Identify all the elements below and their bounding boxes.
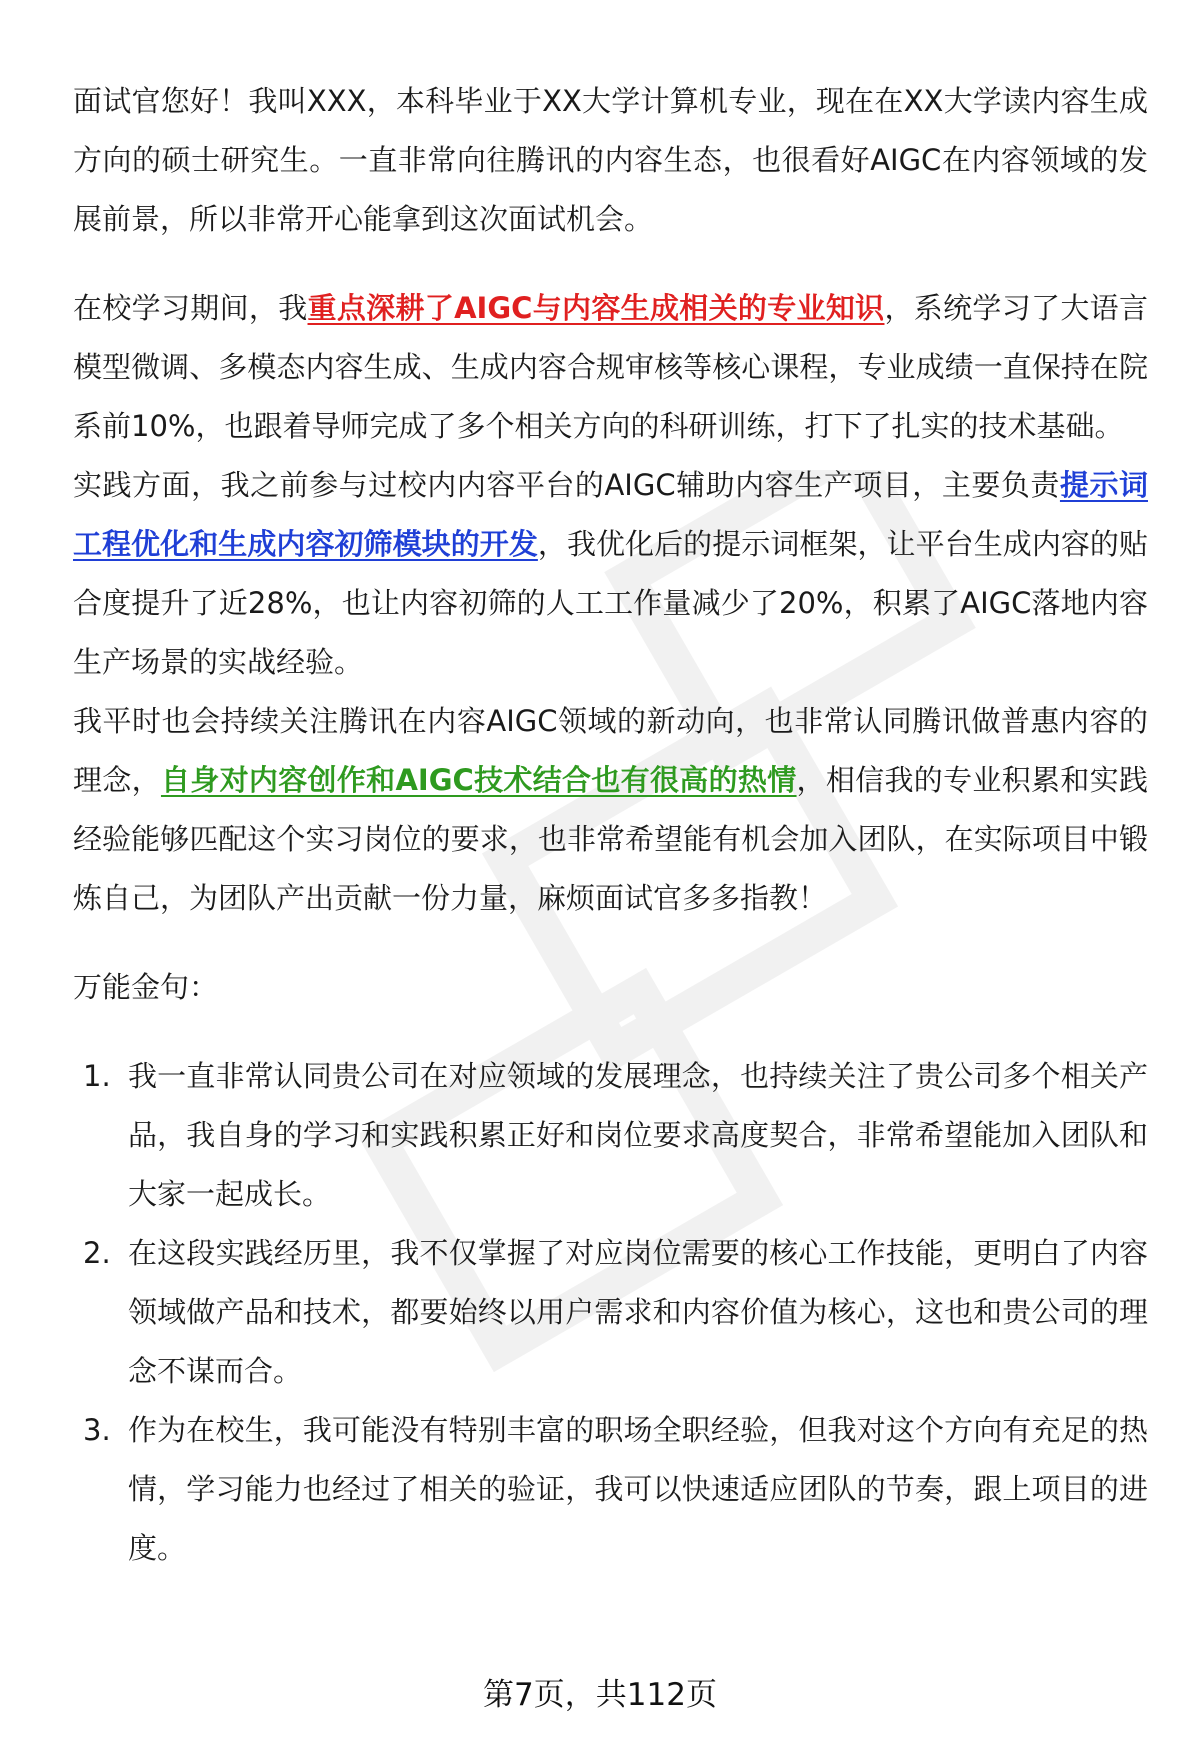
practice-paragraph — [73, 456, 1148, 692]
list-item — [73, 1047, 1148, 1224]
study-highlight: 重点深耕了AIGC与内容生成相关的专业知识 — [307, 291, 885, 325]
motivation-paragraph — [73, 692, 1148, 928]
list-item-number: 3. — [83, 1413, 111, 1447]
page-number-label: 第7页，共112页 — [483, 1677, 717, 1713]
practice-text-after: ，我优化后的提示词框架，让平台生成内容的贴合度提升了近28%，也让内容初筛的人工工作量减少了20%，积累了AIGC落地内容生产场景的实战经验。 — [73, 527, 1148, 679]
phrases-list — [73, 1047, 1148, 1578]
intro-text: 面试官您好！我叫XXX，本科毕业于XX大学计算机专业，现在在XX大学读内容生成方向的硕士研究生。一直非常向往腾讯的内容生态，也很看好AIGC在内容领域的发展前景，所以非常开心能拿到这次面试机会。 — [73, 84, 1148, 236]
list-item-text: 作为在校生，我可能没有特别丰富的职场全职经验，但我对这个方向有充足的热情，学习能力也经过了相关的验证，我可以快速适应团队的节奏，跟上项目的进度。 — [128, 1413, 1148, 1565]
list-item-number: 1. — [83, 1059, 111, 1093]
list-item — [73, 1401, 1148, 1578]
study-paragraph — [73, 279, 1148, 456]
practice-highlight: 提示词工程优化和生成内容初筛模块的开发 — [73, 468, 1148, 561]
page-footer — [0, 1670, 1200, 1720]
motivation-text-after: ，相信我的专业积累和实践经验能够匹配这个实习岗位的要求，也非常希望能有机会加入团队，在实际项目中锻炼自己，为团队产出贡献一份力量，麻烦面试官多多指教！ — [73, 763, 1148, 915]
phrases-heading: 万能金句： — [73, 970, 219, 1004]
study-text-after: ，系统学习了大语言模型微调、多模态内容生成、生成内容合规审核等核心课程，专业成绩一直保持在院系前10%，也跟着导师完成了多个相关方向的科研训练，打下了扎实的技术基础。 — [73, 291, 1148, 443]
list-item-text: 我一直非常认同贵公司在对应领域的发展理念，也持续关注了贵公司多个相关产品，我自身的学习和实践积累正好和岗位要求高度契合，非常希望能加入团队和大家一起成长。 — [128, 1059, 1148, 1211]
intro-paragraph — [73, 72, 1148, 249]
list-item — [73, 1224, 1148, 1401]
study-text-before: 在校学习期间，我 — [73, 291, 308, 325]
list-item-text: 在这段实践经历里，我不仅掌握了对应岗位需要的核心工作技能，更明白了内容领域做产品和技术，都要始终以用户需求和内容价值为核心，这也和贵公司的理念不谋而合。 — [128, 1236, 1148, 1388]
document-body — [73, 72, 1148, 1578]
motivation-highlight: 自身对内容创作和AIGC技术结合也有很高的热情 — [160, 763, 797, 797]
practice-text-before: 实践方面，我之前参与过校内内容平台的AIGC辅助内容生产项目，主要负责 — [73, 468, 1060, 502]
motivation-text-before: 我平时也会持续关注腾讯在内容AIGC领域的新动向，也非常认同腾讯做普惠内容的理念， — [73, 704, 1148, 797]
list-item-number: 2. — [83, 1236, 111, 1270]
